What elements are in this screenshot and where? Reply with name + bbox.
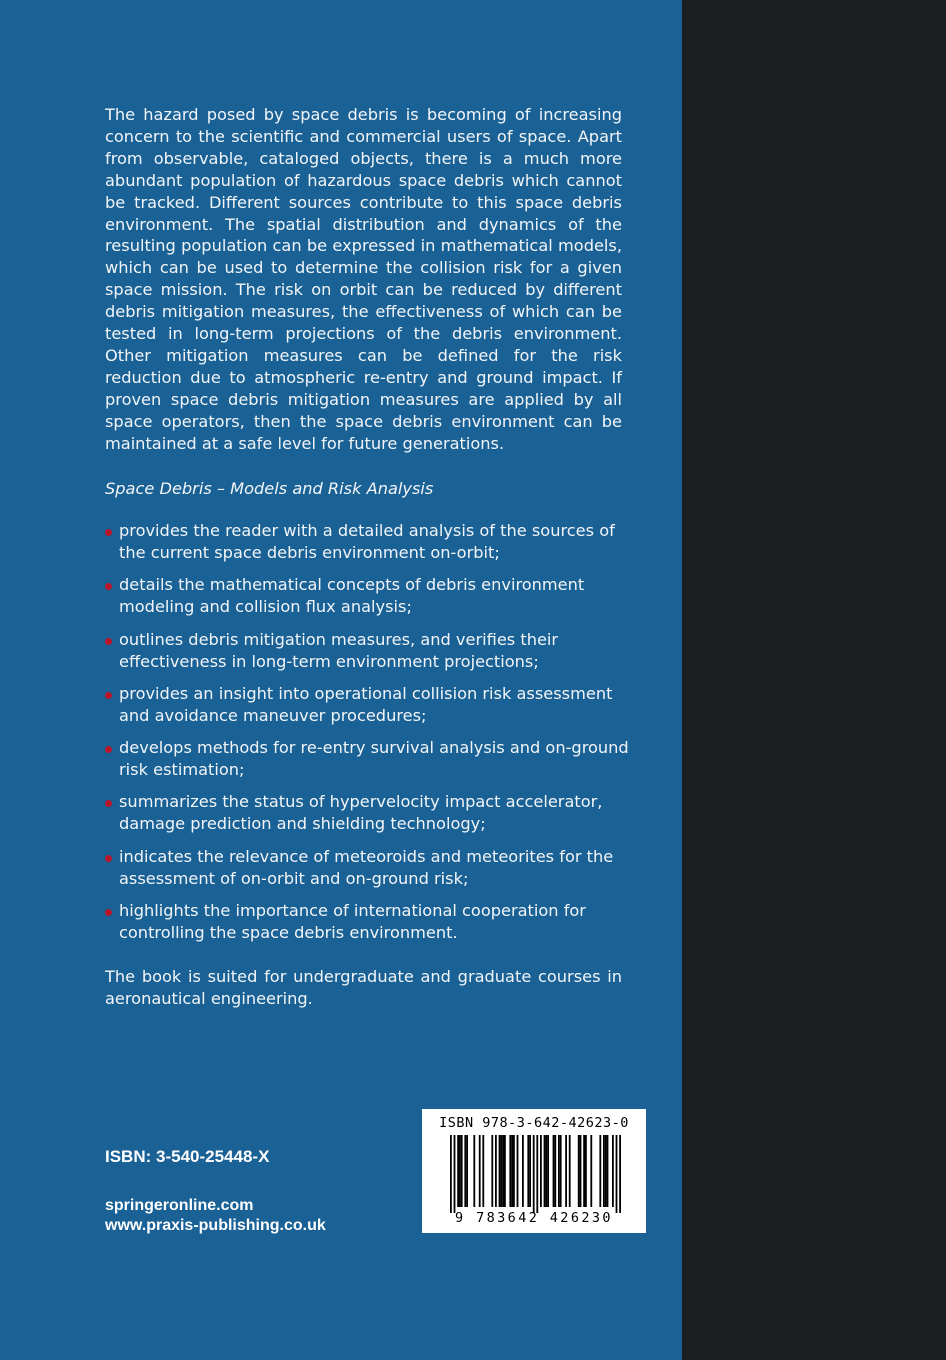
barcode-bar bbox=[558, 1135, 560, 1207]
barcode-bar bbox=[517, 1135, 519, 1207]
barcode-bar bbox=[536, 1135, 538, 1213]
barcode-bar bbox=[464, 1135, 466, 1207]
barcode-bar bbox=[504, 1135, 506, 1207]
website-springer: springeronline.com bbox=[105, 1197, 254, 1214]
barcode-bar bbox=[466, 1135, 468, 1207]
barcode-bar bbox=[565, 1135, 567, 1207]
barcode-bar bbox=[616, 1135, 618, 1213]
barcode-bar bbox=[545, 1135, 547, 1207]
bullet-icon bbox=[105, 529, 112, 536]
list-item bbox=[105, 737, 635, 791]
barcode-bar bbox=[553, 1135, 555, 1207]
closing-paragraph: The book is suited for undergraduate and graduate courses in aeronautical engineering. bbox=[105, 967, 622, 1008]
feature-text: highlights the importance of international cooperation for controlling the space debris environment. bbox=[119, 901, 586, 943]
feature-text: summarizes the status of hypervelocity impact accelerator, damage prediction and shielding technology; bbox=[119, 792, 603, 834]
feature-list bbox=[105, 520, 635, 954]
barcode-bar bbox=[529, 1135, 531, 1207]
barcode-bar bbox=[502, 1135, 504, 1207]
feature-text: provides the reader with a detailed analysis of the sources of the current space debris environment on-orbit; bbox=[119, 521, 615, 562]
barcode-bar bbox=[461, 1135, 463, 1207]
barcode-bar bbox=[547, 1135, 549, 1207]
list-item bbox=[105, 846, 635, 900]
intro-paragraph: The hazard posed by space debris is becoming of increasing concern to the scientific and commercial users of space. Apart from observable, cataloged objects, there is a much more abundant population of hazardous space debris which cannot be tracked. Different sources contribute to this space debris environment. The spatial distribution and dynamics of the resulting population can be expressed in mathematical models, which can be used to determine the collision risk for a given space mission. The risk on orbit can be reduced by different debris mitigation measures, the effectiveness of which can be tested in long-term projections of the debris environment. Other mitigation measures can be defined for the risk reduction due to atmospheric re-entry and ground impact. If proven space debris mitigation measures are applied by all space operators, then the space debris environment can be maintained at a safe level for future generations. bbox=[105, 105, 622, 453]
barcode-bar bbox=[495, 1135, 497, 1207]
list-item bbox=[105, 574, 635, 628]
barcode-bar bbox=[533, 1135, 535, 1213]
barcode-bar bbox=[450, 1135, 452, 1213]
barcode-isbn-line: ISBN 978-3-642-42623-0 bbox=[439, 1115, 629, 1131]
feature-text: provides an insight into operational collision risk assessment and avoidance maneuver procedures; bbox=[119, 683, 613, 725]
barcode-bar bbox=[560, 1135, 562, 1207]
barcode-bar bbox=[454, 1135, 456, 1213]
barcode-bar bbox=[603, 1135, 605, 1207]
list-item bbox=[105, 683, 635, 737]
bullet-icon bbox=[105, 638, 112, 645]
barcode-bar bbox=[511, 1135, 513, 1207]
barcode-bar bbox=[605, 1135, 607, 1207]
barcode-bar bbox=[527, 1135, 529, 1207]
feature-text: outlines debris mitigation measures, and verifies their effectiveness in long-term environment projections; bbox=[119, 629, 559, 671]
barcode-bar bbox=[500, 1135, 502, 1207]
publisher-websites bbox=[105, 1196, 326, 1236]
bullet-icon bbox=[105, 800, 112, 807]
barcode-bar bbox=[612, 1135, 614, 1207]
list-item bbox=[105, 520, 635, 574]
barcode-bar bbox=[522, 1135, 524, 1207]
barcode-bar bbox=[580, 1135, 582, 1207]
list-item bbox=[105, 900, 635, 954]
bullet-icon bbox=[105, 855, 112, 862]
barcode-bar bbox=[554, 1135, 556, 1207]
book-title: Space Debris – Models and Risk Analysis bbox=[105, 479, 434, 498]
barcode-bar bbox=[457, 1135, 459, 1207]
barcode-bar bbox=[473, 1135, 475, 1207]
list-item bbox=[105, 629, 635, 683]
bullet-icon bbox=[105, 909, 112, 916]
barcode-bar bbox=[459, 1135, 461, 1207]
barcode-bar bbox=[540, 1135, 542, 1207]
bullet-icon bbox=[105, 746, 112, 753]
website-praxis: www.praxis-publishing.co.uk bbox=[105, 1217, 326, 1234]
barcode-bar bbox=[509, 1135, 511, 1207]
barcode-bar bbox=[544, 1135, 546, 1207]
feature-text: develops methods for re-entry survival analysis and on-ground risk estimation; bbox=[119, 738, 629, 780]
bullet-icon bbox=[105, 583, 112, 590]
barcode-bar bbox=[590, 1135, 592, 1207]
bullet-icon bbox=[105, 692, 112, 699]
barcode-bar bbox=[569, 1135, 571, 1207]
list-item bbox=[105, 791, 635, 845]
isbn-label: ISBN: 3-540-25448-X bbox=[105, 1147, 270, 1166]
barcode-bar bbox=[585, 1135, 587, 1207]
barcode-panel bbox=[422, 1109, 646, 1233]
barcode-bar bbox=[513, 1135, 515, 1207]
barcode-bar bbox=[599, 1135, 601, 1207]
barcode-bar bbox=[619, 1135, 621, 1213]
barcode-digits: 9 783642 426230 bbox=[455, 1210, 613, 1226]
barcode-bar bbox=[583, 1135, 585, 1207]
barcode-bar bbox=[499, 1135, 501, 1207]
barcode-bar bbox=[491, 1135, 493, 1207]
barcode-bar bbox=[482, 1135, 484, 1207]
barcode-bar bbox=[578, 1135, 580, 1207]
barcode-bar bbox=[479, 1135, 481, 1207]
barcode-bar bbox=[607, 1135, 609, 1207]
feature-text: indicates the relevance of meteoroids and meteorites for the assessment of on-orbit and on-ground risk; bbox=[119, 846, 614, 888]
feature-text: details the mathematical concepts of debris environment modeling and collision flux analysis; bbox=[119, 575, 585, 617]
spine-strip bbox=[682, 0, 946, 1360]
